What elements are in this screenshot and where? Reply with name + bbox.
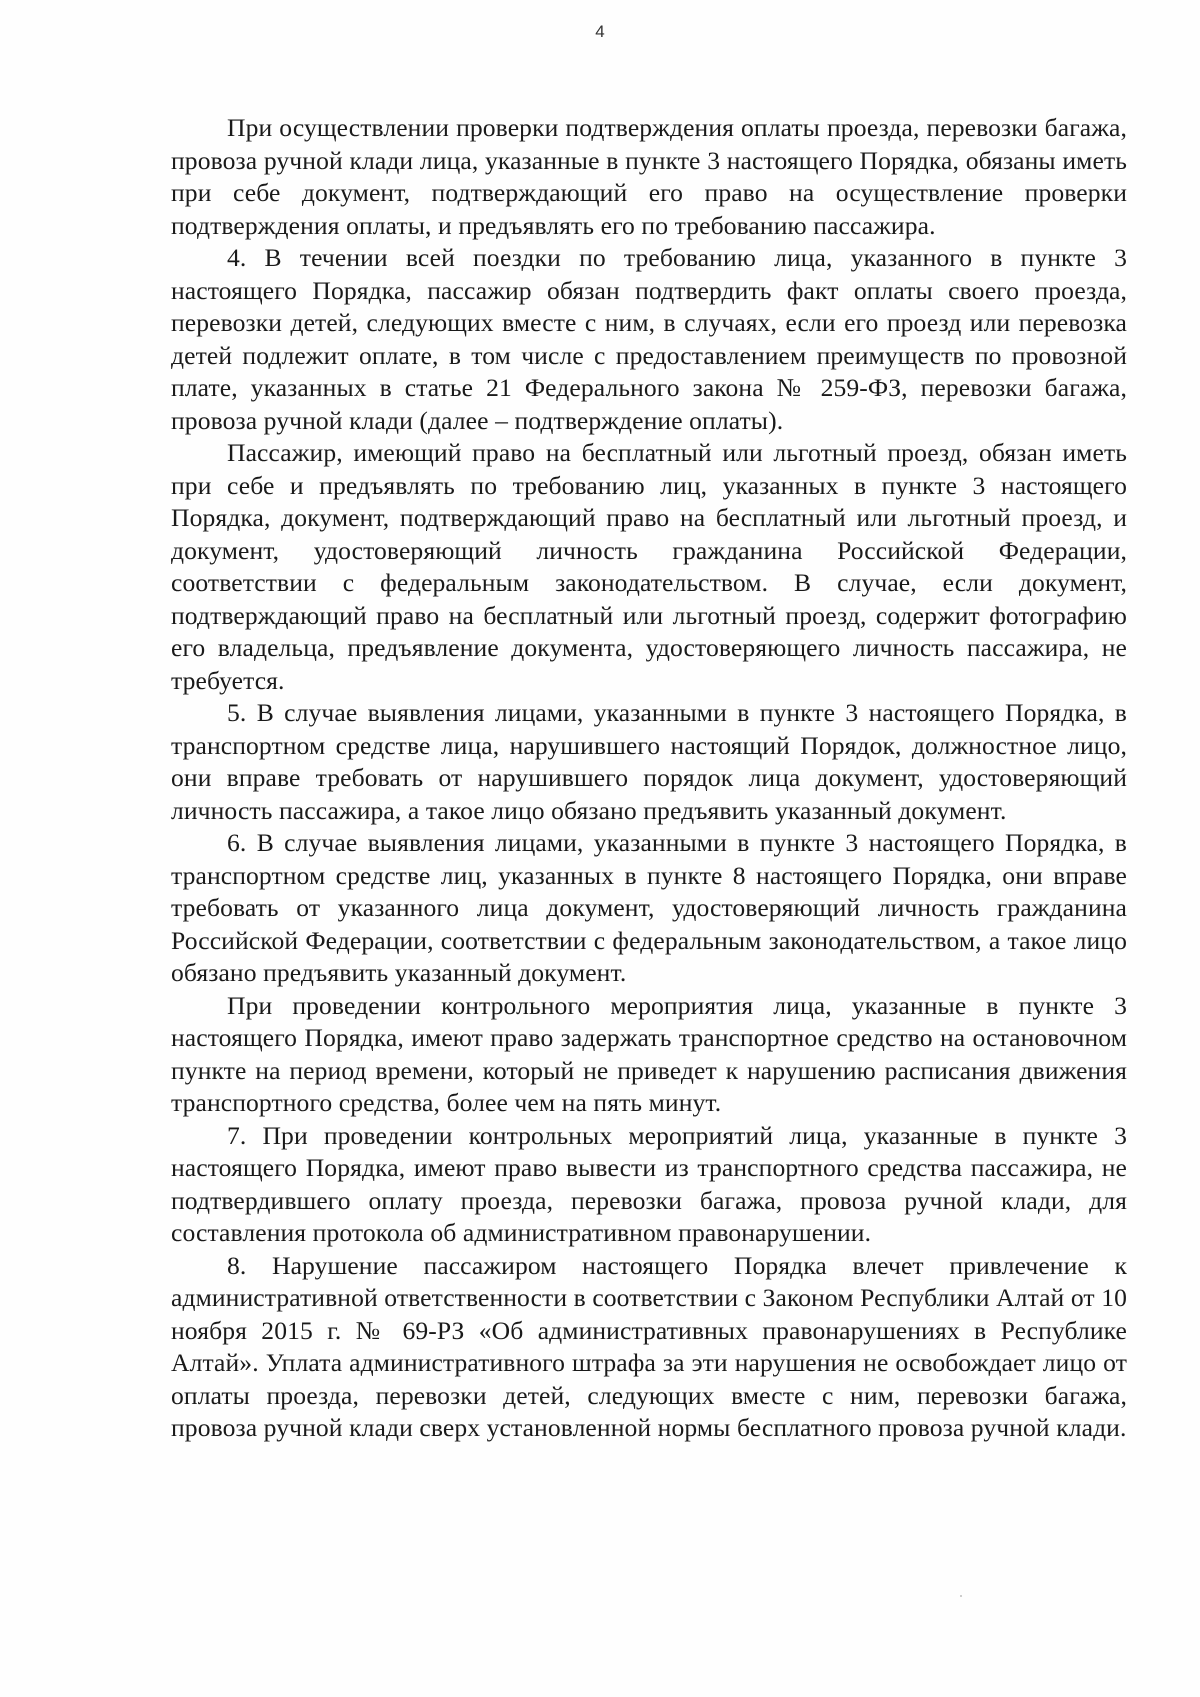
- paragraph-item-6: 6. В случае выявления лицами, указанными в пункте 3 настоящего Порядка, в транспортном средстве лиц, указанных в пункте 8 настоящего Порядка, они вправе требовать от указанного лица документ, удостоверяющий личность гражданина Российской Федерации, соответствии с федеральным законодательством, а такое лицо обязано предъявить указанный документ.: [171, 828, 1127, 987]
- paragraph-item-7: 7. При проведении контрольных мероприятий лица, указанные в пункте 3 настоящего Порядка, имеют право вывести из транспортного средства пассажира, не подтвердившего оплату проезда, перевозки багажа, провоза ручной клади, для составления протокола об административном правонарушении.: [171, 1120, 1127, 1247]
- document-body: [171, 112, 1127, 1445]
- paragraph-item-8: 8. Нарушение пассажиром настоящего Порядка влечет привлечение к административной ответственности в соответствии с Законом Республики Алтай от 10 ноября 2015 г. № 69-РЗ «Об административных правонарушениях в Республике Алтай». Уплата административного штрафа за эти нарушения не освобождает лицо от оплаты проезда, перевозки детей, следующих вместе с ним, перевозки багажа, провоза ручной клади сверх установленной нормы бесплатного провоза ручной клади.: [171, 1250, 1127, 1442]
- paragraph-item-4: 4. В течении всей поездки по требованию лица, указанного в пункте 3 настоящего Порядка, пассажир обязан подтвердить факт оплаты своего проезда, перевозки детей, следующих вместе с ним, в случаях, если его проезд или перевозка детей подлежит оплате, в том числе с предоставлением преимуществ по провозной плате, указанных в статье 21 Федерального закона № 259-ФЗ, перевозки багажа, провоза ручной клади (далее – подтверждение оплаты).: [171, 243, 1127, 435]
- page-number: 4: [595, 22, 605, 41]
- paragraph-control-delay: При проведении контрольного мероприятия лица, указанные в пункте 3 настоящего Порядка, имеют право задержать транспортное средство на остановочном пункте на период времени, который не приведет к нарушению расписания движения транспортного средства, более чем на пять минут.: [171, 990, 1127, 1117]
- paragraph-benefit-passenger: Пассажир, имеющий право на бесплатный или льготный проезд, обязан иметь при себе и предъявлять по требованию лиц, указанных в пункте 3 настоящего Порядка, документ, подтверждающий право на бесплатный или льготный проезд, и документ, удостоверяющий личность гражданина Российской Федерации, соответствии с федеральным законодательством. В случае, если документ, подтверждающий право на бесплатный или льготный проезд, содержит фотографию его владельца, предъявление документа, удостоверяющего личность пассажира, не требуется.: [171, 438, 1127, 695]
- scan-speck: [960, 1595, 962, 1597]
- paragraph-verification-document: При осуществлении проверки подтверждения оплаты проезда, перевозки багажа, провоза ручной клади лица, указанные в пункте 3 настоящего Порядка, обязаны иметь при себе документ, подтверждающий его право на осуществление проверки подтверждения оплаты, и предъявлять его по требованию пассажира.: [171, 113, 1127, 240]
- paragraph-item-5: 5. В случае выявления лицами, указанными в пункте 3 настоящего Порядка, в транспортном средстве лица, нарушившего настоящий Порядок, должностное лицо, они вправе требовать от нарушившего порядок лица документ, удостоверяющий личность пассажира, а такое лицо обязано предъявить указанный документ.: [171, 698, 1127, 825]
